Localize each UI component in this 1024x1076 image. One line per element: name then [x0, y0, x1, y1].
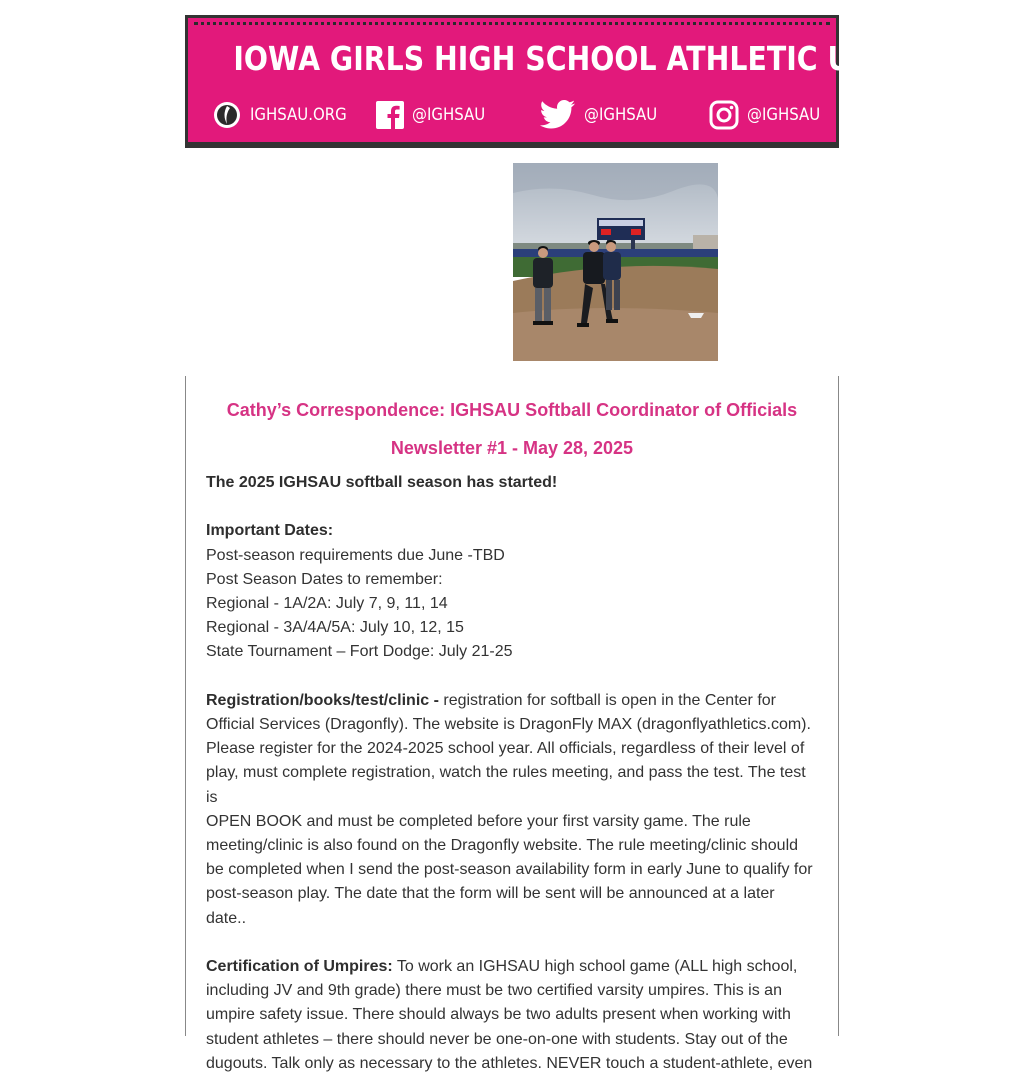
newsletter-body: [206, 471, 818, 1076]
registration-text: Official Services (Dragonfly). The website is DragonFly MAX (dragonflyathletics.com).: [206, 716, 811, 733]
dates-heading: Important Dates:: [206, 522, 334, 540]
header-banner: [185, 15, 933, 148]
registration-heading: Registration/books/test/clinic -: [206, 691, 444, 709]
date-line: Post-season requirements due June -TBD: [206, 546, 505, 564]
twitter-icon: [540, 100, 576, 130]
newsletter-subtitle: Newsletter #1 - May 28, 2025: [390, 438, 634, 458]
umpires-photo: [513, 163, 718, 361]
twitter-label: @IGHSAU: [584, 105, 658, 125]
newsletter-title: Cathy’s Correspondence: IGHSAU Softball Coordinator of Officials: [226, 400, 798, 420]
registration-text: Please register for the 2024-2025 school year. All officials, regardless of their level of: [206, 740, 805, 758]
instagram-label: @IGHSAU: [747, 105, 821, 125]
date-line: Regional - 1A/2A: July 7, 9, 11, 14: [206, 595, 448, 612]
registration-text: post-season play. The date that the form will be sent will be announced at a later date..: [206, 885, 775, 927]
certification-text: umpire safety issue. There should always be two adults present when working with: [206, 1006, 791, 1024]
ighsau-logo-icon: [212, 100, 242, 130]
facebook-icon: [376, 101, 404, 129]
date-line: Regional - 3A/4A/5A: July 10, 12, 15: [206, 619, 464, 637]
instagram-icon: [709, 100, 739, 130]
banner-title: IOWA GIRLS HIGH SCHOOL ATHLETIC UNION: [233, 39, 933, 78]
twitter-link[interactable]: [540, 98, 667, 132]
date-line: State Tournament – Fort Dodge: July 21-25: [206, 643, 513, 661]
certification-text: dugouts. Talk only as necessary to the athletes. NEVER touch a student-athlete, even: [206, 1054, 813, 1072]
registration-text: meeting/clinic is also found on the Dragonfly website. The rule meeting/clinic should: [206, 837, 799, 855]
certification-text: student athletes – there should never be one-on-one with students. Stay out of the: [206, 1030, 788, 1048]
registration-text: OPEN BOOK and must be completed before your first varsity game. The rule: [206, 812, 751, 830]
date-line: Post Season Dates to remember:: [206, 570, 443, 588]
certification-text: To work an IGHSAU high school game (ALL high school,: [392, 958, 798, 976]
registration-text: be completed when I send the post-season availability form in early June to qualify for: [206, 861, 813, 879]
instagram-link[interactable]: [709, 98, 830, 132]
website-link[interactable]: [212, 98, 360, 132]
certification-text: including JV and 9th grade) there must be two certified varsity umpires. This is an: [206, 982, 782, 1000]
registration-text: play, must complete registration, watch the rules meeting, and pass the test. The test is: [206, 764, 806, 806]
facebook-label: @IGHSAU: [412, 105, 486, 125]
intro-text: The 2025 IGHSAU softball season has started!: [206, 474, 558, 491]
registration-text: registration for softball is open in the Center for: [443, 691, 776, 709]
dotted-border: [194, 22, 830, 25]
facebook-link[interactable]: [376, 98, 495, 132]
newsletter-content: [185, 376, 839, 1072]
certification-heading: Certification of Umpires:: [206, 958, 393, 976]
website-label: IGHSAU.ORG: [250, 105, 347, 125]
